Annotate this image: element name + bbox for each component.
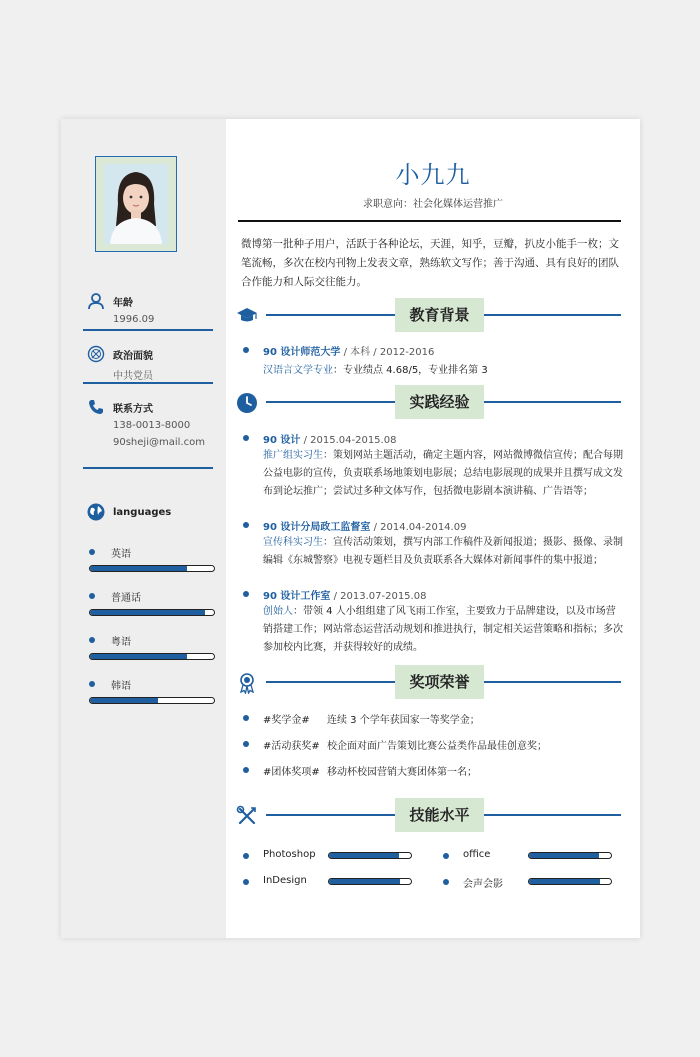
- bullet-dot: [89, 681, 95, 687]
- language-item: [89, 589, 215, 619]
- award-text: 移动杯校园营销大赛团体第一名；: [327, 767, 477, 778]
- globe-icon: [87, 503, 105, 521]
- section-header-awards: [226, 665, 640, 699]
- bullet-dot: [243, 715, 249, 721]
- section-line: [484, 314, 621, 316]
- language-level-bar: [89, 565, 215, 572]
- bullet-dot: [89, 549, 95, 555]
- practice-period: / 2014.04-2014.09: [370, 522, 467, 533]
- education-detail: ：专业绩点 4.68/5，专业排名第 3: [333, 365, 488, 376]
- section-header-practice: [226, 385, 640, 419]
- contact-block: [87, 398, 213, 458]
- section-header-education: [226, 298, 640, 332]
- photo-frame: [95, 156, 177, 252]
- bullet-dot: [243, 522, 249, 528]
- skill-name: InDesign: [263, 875, 307, 886]
- section-line: [266, 401, 395, 403]
- resume-page: [61, 119, 640, 938]
- practice-entry: [241, 431, 621, 503]
- section-title: 教育背景: [395, 298, 484, 332]
- skill-item: [243, 849, 413, 863]
- bullet-dot: [243, 879, 249, 885]
- award-ribbon-icon: [236, 672, 258, 694]
- skill-level-bar: [328, 852, 412, 859]
- section-title: 奖项荣誉: [395, 665, 484, 699]
- section-line: [484, 681, 621, 683]
- bullet-dot: [243, 435, 249, 441]
- job-objective: 求职意向：社会化媒体运营推广: [363, 199, 503, 210]
- organization-name: 90 设计: [263, 435, 301, 446]
- education-entry: [241, 343, 621, 379]
- profile-photo: [104, 164, 168, 244]
- language-level-fill: [90, 610, 205, 615]
- bullet-dot: [89, 593, 95, 599]
- languages-label: languages: [113, 507, 172, 518]
- language-level-fill: [90, 698, 158, 703]
- divider: [83, 329, 213, 331]
- language-name: 英语: [111, 549, 131, 560]
- bullet-dot: [89, 637, 95, 643]
- major-name: 汉语言文学专业: [263, 365, 333, 376]
- skill-level-fill: [329, 879, 400, 884]
- organization-name: 90 设计工作室: [263, 591, 331, 602]
- skill-item: [243, 875, 413, 889]
- section-line: [266, 814, 395, 816]
- sidebar: [61, 119, 226, 938]
- bullet-dot: [443, 879, 449, 885]
- section-header-skills: [226, 798, 640, 832]
- section-line: [484, 401, 621, 403]
- email-value[interactable]: 90sheji@mail.com: [113, 437, 205, 448]
- language-item: [89, 545, 215, 575]
- language-level-fill: [90, 566, 187, 571]
- age-block: [87, 292, 213, 332]
- practice-description: ：宣传活动策划，撰写内部工作稿件及新闻报道；摄影、摄像、录制编辑《东城警察》电视专题栏目及负责联系各大媒体对新闻事件的集中报道；: [263, 537, 623, 566]
- language-level-bar: [89, 609, 215, 616]
- practice-role: 推广组实习生: [263, 450, 323, 461]
- award-item: [241, 737, 621, 751]
- divider: [83, 467, 213, 469]
- skill-level-fill: [529, 879, 600, 884]
- award-tag: #奖学金#: [263, 715, 310, 726]
- practice-role: 宣传科实习生: [263, 537, 323, 548]
- skill-level-bar: [528, 852, 612, 859]
- skill-item: [443, 875, 613, 889]
- self-summary: 微博第一批种子用户，活跃于各种论坛，天涯，知乎，豆瓣，扒皮小能手一枚；文笔流畅，多次在校内刊物上发表文章，熟练软文写作；善于沟通、具有良好的团队合作能力和人际交往能力。: [241, 238, 619, 288]
- emblem-icon: [87, 345, 105, 363]
- language-name: 韩语: [111, 681, 131, 692]
- skill-name: Photoshop: [263, 849, 316, 860]
- practice-description: ：策划网站主题活动，确定主题内容，网站微博微信宣传；配合每期公益电影的宣传，负责联系场地策划电影展；总结电影展现的成果并且撰写成文发布到论坛推广；尝试过多种文体写作，包括微电影剧本演讲稿、广告语等；: [263, 450, 623, 497]
- section-title: 技能水平: [395, 798, 484, 832]
- skill-level-bar: [528, 878, 612, 885]
- divider: [83, 382, 213, 384]
- tools-icon: [236, 805, 258, 827]
- school-name: 90 设计师范大学: [263, 347, 341, 358]
- header-divider: [238, 220, 621, 222]
- graduation-cap-icon: [236, 305, 258, 327]
- language-level-bar: [89, 653, 215, 660]
- language-item: [89, 633, 215, 663]
- award-tag: #活动获奖#: [263, 741, 320, 752]
- bullet-dot: [443, 853, 449, 859]
- bullet-dot: [243, 853, 249, 859]
- section-line: [266, 681, 395, 683]
- education-meta: / 本科 / 2012-2016: [340, 347, 435, 358]
- phone-icon: [87, 398, 105, 416]
- skill-name: office: [463, 849, 491, 860]
- award-item: [241, 763, 621, 777]
- language-level-bar: [89, 697, 215, 704]
- award-tag: #团体奖项#: [263, 767, 320, 778]
- age-value: 1996.09: [113, 314, 155, 325]
- bullet-dot: [243, 767, 249, 773]
- practice-entry: [241, 587, 621, 659]
- bullet-dot: [243, 591, 249, 597]
- award-item: [241, 711, 621, 725]
- practice-period: / 2015.04-2015.08: [300, 435, 397, 446]
- skill-level-bar: [328, 878, 412, 885]
- practice-entry: [241, 518, 621, 574]
- section-line: [484, 814, 621, 816]
- age-label: 年龄: [113, 298, 133, 309]
- award-text: 连续 3 个学年获国家一等奖学金；: [327, 715, 480, 726]
- practice-role: 创始人: [263, 606, 293, 617]
- bullet-dot: [243, 741, 249, 747]
- language-item: [89, 677, 215, 707]
- candidate-name: 小九九: [395, 161, 471, 189]
- contact-label: 联系方式: [113, 404, 153, 415]
- skill-level-fill: [529, 853, 599, 858]
- skill-item: [443, 849, 613, 863]
- politics-value: 中共党员: [113, 371, 153, 382]
- language-level-fill: [90, 654, 187, 659]
- politics-label: 政治面貌: [113, 351, 153, 362]
- person-icon: [87, 292, 105, 310]
- politics-block: [87, 345, 213, 385]
- practice-description: ：带领 4 人小组组建了风飞雨工作室，主要致力于品牌建设，以及市场营销搭建工作；网站常态运营活动规划和推进执行，制定相关运营策略和指标；多次参加校内比赛，并获得较好的成绩。: [263, 606, 623, 653]
- clock-icon: [236, 392, 258, 414]
- main-content: [226, 119, 640, 938]
- phone-value[interactable]: 138-0013-8000: [113, 420, 191, 431]
- organization-name: 90 设计分局政工监督室: [263, 522, 371, 533]
- practice-period: / 2013.07-2015.08: [330, 591, 427, 602]
- award-text: 校企面对面广告策划比赛公益类作品最佳创意奖；: [327, 741, 547, 752]
- skill-level-fill: [329, 853, 399, 858]
- skill-name: 会声会影: [463, 879, 503, 890]
- section-line: [266, 314, 395, 316]
- language-name: 普通话: [111, 593, 141, 604]
- bullet-dot: [243, 347, 249, 353]
- section-title: 实践经验: [395, 385, 484, 419]
- languages-header: [87, 503, 213, 525]
- language-name: 粤语: [111, 637, 131, 648]
